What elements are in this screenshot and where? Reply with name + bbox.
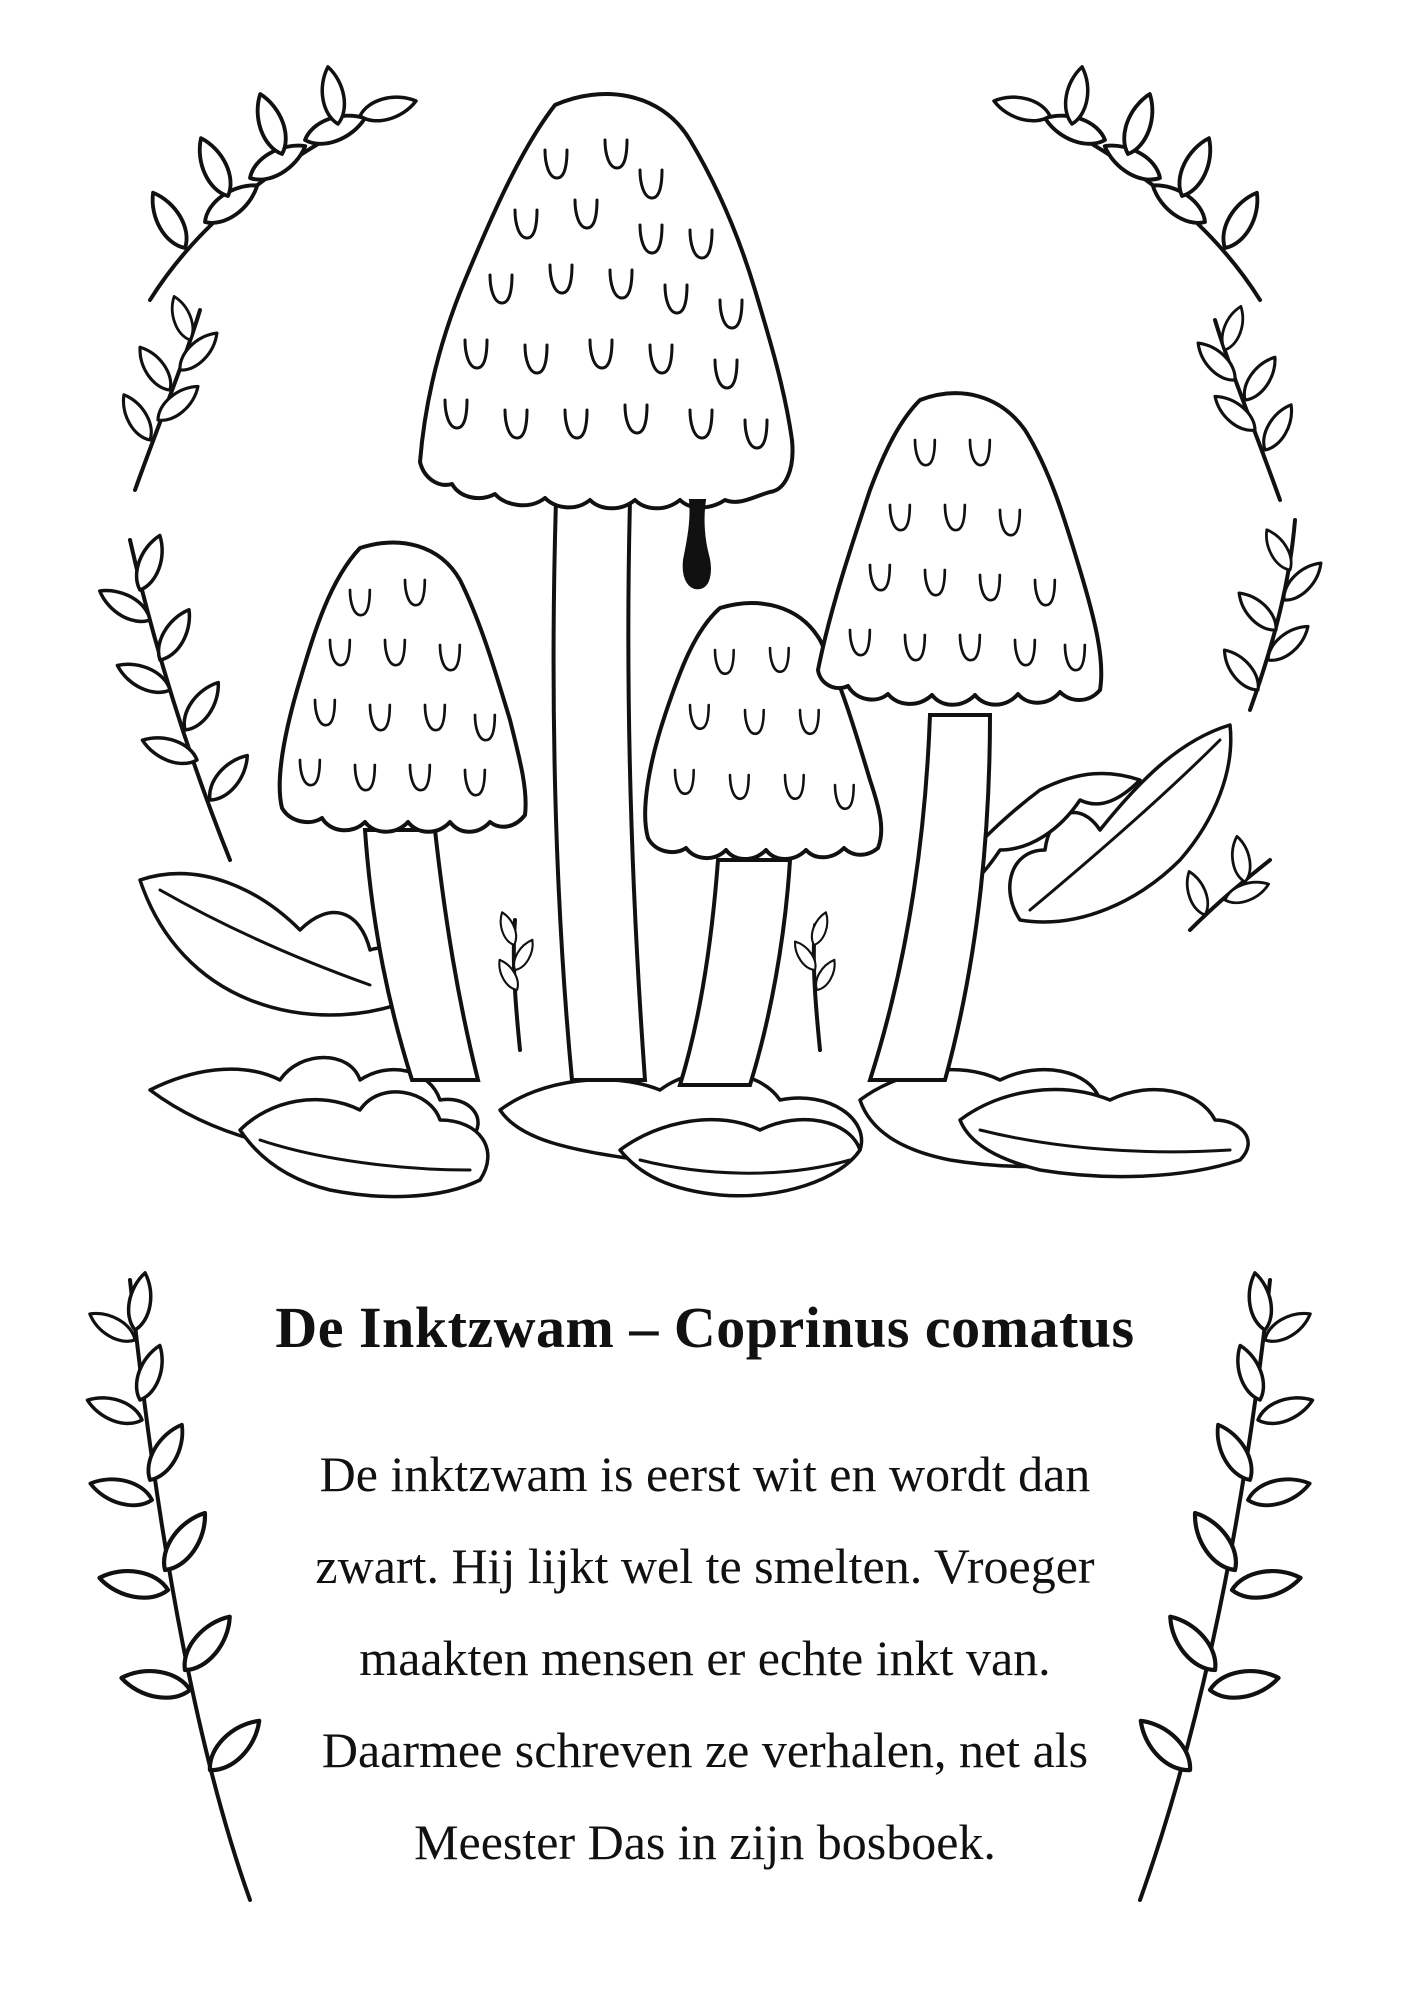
description-text (220, 1428, 1190, 1888)
leaf-branch-icon (1181, 835, 1271, 930)
description-line: zwart. Hij lijkt wel te smelten. Vroeger (315, 1538, 1095, 1594)
leaf-branch-icon (790, 910, 840, 1050)
mushroom-icon (818, 393, 1101, 1080)
leaf-branch-icon (116, 294, 224, 490)
leaf-branch-icon (143, 65, 419, 300)
description-line: De inktzwam is eerst wit en wordt dan (319, 1446, 1091, 1502)
leaf-branch-icon (1191, 304, 1299, 500)
leaf-branch-icon (494, 910, 538, 1050)
leaf-branch-icon (1217, 520, 1327, 710)
page-title: De Inktzwam – Coprinus comatus (275, 1295, 1135, 1360)
description-line: Daarmee schreven ze verhalen, net als (321, 1722, 1089, 1778)
ink-drip-icon (684, 500, 710, 588)
leaf-branch-icon (991, 65, 1267, 300)
description-line: Meester Das in zijn bosboek. (414, 1814, 996, 1870)
description-line: maakten mensen er echte inkt van. (359, 1630, 1051, 1686)
leaf-branch-icon (95, 532, 256, 860)
